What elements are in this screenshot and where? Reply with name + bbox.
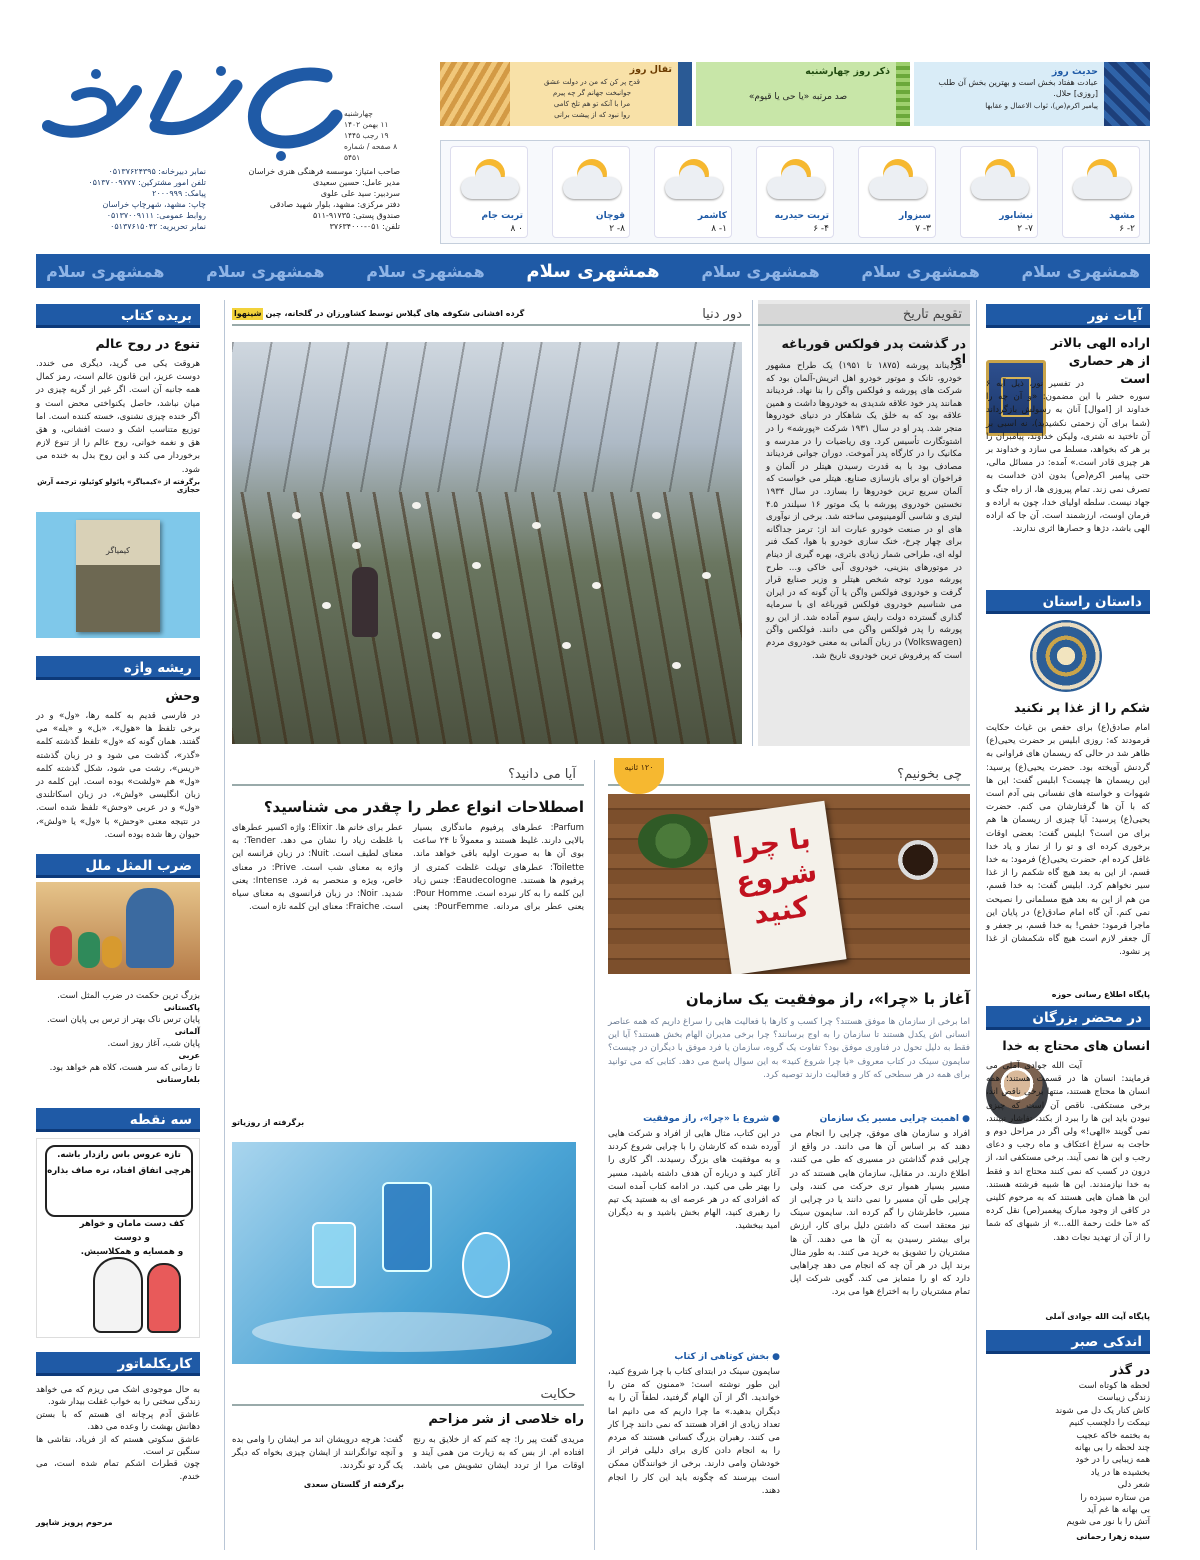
- article-title: اصطلاحات انواع عطر را چقدر می شناسید؟: [263, 798, 584, 816]
- illustration: [36, 882, 200, 980]
- article-body: فردیناند پورشه (۱۸۷۵ تا ۱۹۵۱) یک طراح مشهور خودرو، تانک و موتور خودرو اهل اتریش-آلمان بود که شرکت های پورشه و فولکس واگن را بنا نهاد. فردیناند همانند پدر خود علاقه شدیدی به خودروها داشت و همین علاقه بود که به خلق یک شاهکار در دنیای خودروها منجر شد. پدر او در سال ۱۹۳۱ شرکت «پورشه» را در اشتوتگارت تأسیس کرد. وی ریاضیات را در مدرسه و مکانیک را در کارگاه پدر آموخت. دوران جوانی فردیناند مصادف بود با به قدرت رسیدن هیتلر در آلمان و فراخوان او برای بازسازی صنایع. هیتلر می خواست که آلمان سریع ترین خودروها را بسازد. در سال ۱۹۳۴ نخستین خودروی پورشه با یک موتور ۱۶ سیلندر ۴.۵ لیتری و شاسی آلومینیومی ساخته شد. برخی از نوآوری های او در صنعت خودرو عبارت اند از: ترمز جداگانه برای چهار چرخ، خنک سازی خودرو با هوا، کمک فنر لوله ای، طراحی شمار زیادی باتری، بهره گیری از دینام در موتورهای بنزینی، خودروی آبی خاکی و... طرح پورشه مورد توجه شخص هیتلر و وزیر صنایع قرار گرفت و خودروی فولکس واگن یا آن گونه که در ایران می شناسیم خودروی فولکس قورباغه ای با سرمایه گذاری گسترده دولت رایش سوم آماده شد. از این رو پورشه را پدر فولکس واگن می دانند. فولکس واگن (Volkswagen) در زبان آلمانی به معنی خودروی مردم است که پرفروش ترین خودروی تاریخ شد.: [766, 361, 963, 661]
- ornament-icon: [896, 62, 910, 126]
- weather-card: [450, 146, 528, 238]
- aphorism-source: مرحوم پرویز شاپور: [36, 1518, 113, 1527]
- poem-line: کاش کنار یک دل می شوند: [1055, 1405, 1150, 1416]
- caption-text: گرده افشانی شکوفه های گیلاس توسط کشاورزان در گلخانه، چین: [265, 309, 525, 318]
- zekr-text: صد مرتبه «یا حی یا قیوم»: [748, 92, 848, 102]
- article-title: اراده الهی بالاتر از هر حصاری است: [1050, 335, 1150, 386]
- info-line: سردبیر: سید علی علوی: [320, 189, 400, 198]
- section-header: ریشه واژه: [36, 656, 200, 680]
- weather-card: [1062, 146, 1140, 238]
- weather-temp: ۱- ۸: [711, 224, 727, 234]
- article-title: انسان های محتاج به خدا: [1002, 1038, 1150, 1053]
- poem: [986, 1380, 1150, 1529]
- weather-temp: ۳- ۷: [915, 224, 931, 234]
- weather-card: [552, 146, 630, 238]
- article-source: پایگاه اطلاع رسانی حوزه: [1051, 990, 1150, 999]
- subhead: ● اهمیت چرایی مسیر یک سازمان: [819, 1114, 970, 1124]
- weather-temp: ۸- ۲: [609, 224, 625, 234]
- tafaol-title: تفال روز: [629, 64, 672, 75]
- book-cover: [709, 801, 846, 974]
- perfume-bottle: [462, 1232, 510, 1298]
- perfume-bottle: [312, 1222, 356, 1288]
- weather-city: تربت حیدریه: [774, 211, 829, 221]
- book-photo: [608, 794, 970, 974]
- article-title: آغاز با «چرا»، راز موفقیت یک سازمان: [685, 990, 970, 1008]
- info-line: صندوق پستی: ۹۱۷۳۵-۵۱۱: [313, 211, 400, 220]
- speech-bubble: [45, 1145, 193, 1217]
- hadith-title: حدیث روز: [1051, 66, 1098, 77]
- newspaper-logo: [36, 56, 346, 166]
- banner-item: همشهری سلام: [366, 261, 485, 281]
- section-header: تقویم تاریخ: [758, 304, 970, 326]
- poem-line: روا نبود که از پیشت برانی: [554, 111, 630, 119]
- weather-city: کاشمر: [697, 211, 727, 221]
- perfume-photo: [232, 1142, 576, 1364]
- proverb: پایان ترس ناک بهتر از ترس بی پایان است.: [46, 1015, 200, 1025]
- coffee-cup-icon: [898, 840, 938, 880]
- cloud-icon: [461, 177, 519, 199]
- banner-item: همشهری سلام: [701, 261, 820, 281]
- proverb: بزرگ ترین حکمت در ضرب المثل است.: [57, 991, 200, 1001]
- proverb: تا زمانی که سر هست، کلاه هم خواهد بود.: [49, 1063, 200, 1073]
- article-body: افراد و سازمان های موفق، چرایی را انجام می دهند که بر اساس آن ها می دانند. در واقع از چرایی قدم گذاشتن در مسیری که طی می کنند، اطلاع دارند. در مقابل، سازمان هایی هستند که در مسیر بسیار هموار تری حرکت می کنند، ولی چرایی طی آن مسیر را نمی دانند یا در چرایی از مسیر، خاطرشان را گم کرده اند. سایمون سینک نیز معتقد است که داشتن دلیل برای کار، ارزش برای بیشتر رسیدن به آن ها می دهند. آن ها مشتریان را تشویق به خرید می کنند. به طور مثال برند اپل در هر آن چه که انجام می دهد چراهایی دارد که او را متمایز می کند. گویی شرکت اپل تمام مشتریان را به اختراع هوا می برد.: [790, 1129, 970, 1298]
- weather-card: [756, 146, 834, 238]
- article-title: شکم را از غذا پر نکنید: [1014, 700, 1150, 715]
- article-source: برگرفته از گلستان سعدی: [303, 1480, 404, 1489]
- plant-icon: [638, 814, 708, 868]
- weather-city: سبزوار: [899, 211, 931, 221]
- bubble-line: تازه عروس باس رازدار باشه.: [57, 1150, 181, 1160]
- weather-temp: ۷- ۲: [1017, 224, 1033, 234]
- section-header: ضرب المثل ملل: [36, 854, 200, 878]
- poem-line: لحظه ها کوتاه است: [1078, 1381, 1150, 1391]
- cloud-icon: [869, 177, 927, 199]
- proverb-country: عربی: [178, 1051, 200, 1060]
- section-header: اندکی صبر: [986, 1330, 1150, 1354]
- storyteller-figure: [126, 888, 174, 968]
- info-line: نمابر تحریریه: ۰۵۱۳۷۶۱۵۰۴۲: [110, 222, 206, 231]
- section-header: دور دنیا: [232, 304, 750, 326]
- greenhouse-photo: [232, 342, 742, 744]
- column-divider: [594, 760, 595, 1550]
- book-cover-title: کیمیاگر: [106, 546, 130, 555]
- column-divider: [224, 300, 225, 1550]
- section-header: داستان راستان: [986, 590, 1150, 614]
- poem-line: بخشیده ها در یاد: [1090, 1467, 1150, 1478]
- banner-title: همشهری سلام: [526, 260, 660, 282]
- subhead: ● بخش کوتاهی از کتاب: [674, 1352, 780, 1362]
- weather-temp: ۲- ۶: [1119, 224, 1135, 234]
- cloud-icon: [665, 177, 723, 199]
- poem-line: به بختمه خاکه عجیب: [1076, 1430, 1150, 1441]
- proverb-country: پاکستانی: [163, 1003, 200, 1012]
- subhead-text: اهمیت چرایی مسیر یک سازمان: [819, 1114, 959, 1124]
- date-line: چهارشنبه: [344, 109, 373, 118]
- speech-bubble-tail: [77, 1217, 187, 1259]
- proverb-country: آلمانی: [174, 1027, 200, 1036]
- tafaol-box: [440, 62, 692, 126]
- poem-line: من ستاره سیزده را: [1080, 1492, 1150, 1503]
- poem-line: چند لحظه را بی بهانه: [1074, 1443, 1150, 1454]
- banner-item: همشهری سلام: [206, 261, 325, 281]
- badge-text: ۱۲۰ ثانیه: [624, 763, 654, 772]
- poem-line: شعر دلی: [1117, 1480, 1150, 1491]
- proverb-country: بلغارستانی: [156, 1075, 200, 1084]
- bubble-line: و همسایه و همکلاسیش.: [80, 1247, 184, 1257]
- weather-city: نیشابور: [999, 211, 1033, 221]
- cloud-icon: [767, 177, 825, 199]
- section-header: در محضر بزرگان: [986, 1006, 1150, 1030]
- article-source: برگرفته از «کیمیاگر» پائولو کوئیلو، ترجمه آرش حجازی: [37, 478, 200, 494]
- bubble-line: کف دست مامان و خواهر و دوست: [79, 1219, 185, 1243]
- ornament-icon: [1104, 62, 1150, 126]
- poem-line: قدح پر کن که من در دولت عشق: [543, 78, 640, 86]
- subhead: ● شروع با «چرا»، راز موفقیت: [643, 1114, 780, 1124]
- section-header: آیا می دانید؟: [232, 764, 584, 786]
- cartoon-man-figure: [147, 1263, 181, 1333]
- page-banner: [36, 254, 1150, 288]
- poem-line: مرا با آنکه تو هم تلخ کامی: [553, 100, 631, 108]
- article-title: وحش: [165, 688, 200, 703]
- aphorism: عاشق آدم پرچانه ای هستم که با بستن دهانش بهشت را وعده می دهد.: [36, 1409, 200, 1433]
- article-body: در تفسیر نور، ذیل آیه ۶ سوره حشر با این مضمون: «و آن چه را خداوند از [اموال] آنان به رسولش بازگرداند (شما برای آن زحمتی نکشیدید)، نه اسبی بر آن تاختید نه شتری، ولیکن خداوند، پیامبران را بر هر که بخواهد، مسلط می سازد و خداوند بر هر چیزی قادر است.» آمده: در مسائل مالی، حتی پیامبر اکرم(ص) بدون اذن خداست به تصرف نمی زند. تمام پیروزی ها، از راه جنگ و جهاد نیست. سلطه اولیای خدا، چون به اراده و فرمان اوست، ارزشمند است. آن جا که اراده الهی باشد، دژها و حصارها اثری ندارند.: [986, 379, 1150, 535]
- weather-city: تربت جام: [481, 211, 523, 221]
- weather-card: [654, 146, 732, 238]
- logo-calligraphy-icon: [36, 56, 346, 166]
- publisher-info: [214, 166, 400, 232]
- info-line: تلفن امور مشترکین: ۰۵۱۳۷۰۰۹۷۷۷: [88, 178, 206, 187]
- issue-date: [344, 108, 404, 163]
- banner-item: همشهری سلام: [861, 261, 980, 281]
- poem-source: سیده زهرا رحمانی: [1076, 1532, 1150, 1541]
- aphorism-list: [36, 1384, 200, 1483]
- aphorism: عاشق سکوتی هستم که از فریاد، نقاشی ها سنگین تر است.: [36, 1434, 200, 1458]
- masthead: [0, 0, 1200, 248]
- article-source: برگرفته از روزیاتو: [232, 1118, 305, 1127]
- weather-temp: ۰ ۸: [510, 224, 523, 234]
- article-body: امام صادق(ع) برای حفص بن غیاث حکایت فرمودند که: روزی ابلیس بر حضرت یحیی(ع) ظاهر شد در حالی که ریسمان های فراوانی به گردنش آویخته بود. حضرت یحیی(ع) پرسید: این ریسمان ها چیست؟ ابلیس گفت: این ها شهوات و خواسته های نفسانی بنی آدم است که با آن ها گرفتارشان می کنم. حضرت یحیی(ع) پرسید: آیا چیزی از ریسمان ها هم برای من است؟ ابلیس گفت: بعضی اوقات برخوری کرده ای و تو را از نماز و یاد خدا غافل کرده ام. حضرت یحیی(ع) فرمود: به خدا قسم، از این به بعد هیچ گاه شکمم را از غذا سیر نخواهم کرد. ابلیس گفت: به خدا قسم، من هم از این به بعد هیچ مسلمانی را نصیحت نمی کنم. آن گاه امام صادق(ع) در پایان این ماجرا فرمود: حفص! به خدا قسم، بر جعفر و آل جعفر لازم است هیچ گاه شکمشان از غذا پر نشود.: [986, 723, 1150, 958]
- aphorism: چون قطرات اشکم تمام شده است، می خندم.: [36, 1459, 200, 1482]
- banner-item: همشهری سلام: [1021, 261, 1140, 281]
- book-cover-title: با چرا شروع کنید: [730, 821, 820, 931]
- hadith-text: عبادت هفتاد بخش است و بهترین بخش آن طلب [روزی] حلال.: [938, 78, 1098, 98]
- poem-line: جوانبخت جهانم گر چه پیرم: [552, 89, 632, 97]
- article-body: آیت الله جوادی آملی می فرمایند: انسان ها در قسمت هستند؛ همه انسان ها محتاج هستند، منتها برخی ناقص اند، برخی مستکفی. ناقص آن است که چیزی نبودن باید این ها را ببرد از بکند، تفاشار نبینند، نمی گویند «الهی!» ولی اگر در مراحل دوم و حاجت به سراغ اعتکاف و ماه رجب و دعای رجب و این ها نمی آیند. برخی مستکفی اند، از درون در کسب که نمی کنند محتاج اند و فقط به خدا نیازمندند. این ها شبیه فرشته هستند. این ها همان هایی هستند که به مرحوم کلینی در کافی از وجود مبارک پیغمبر(ص) نقل کرده که «ما خلت رحمة الله...» از شبهای که شما را از آن از تهدید نجات دهد.: [986, 1061, 1150, 1243]
- weather-city: قوچان: [595, 211, 625, 221]
- zekr-box: [696, 62, 910, 126]
- article-title: در گذشت پدر فولکس قورباغه ای: [781, 336, 966, 366]
- cloud-icon: [563, 177, 621, 199]
- ornament-icon: [1030, 620, 1102, 692]
- article-lead: اما برخی از سازمان ها موفق هستند؟ چرا کسب و کارها با فعالیت هایی را سراغ داریم که همه عناصر انسانی اش یکدل هستند تا سازمان را به اوج برسانند؟ چرا برخی مدیران الهام بخش هستند؟ آیا این فقط به دلیل تحول در فناوری موفق بود؟ تفاوت یک گروه، سازمان یا فرد موفق با دیگران در چیست؟ سایمون سینک در کتاب معروف «با چرا شروع کنید» به این سوال پاسخ می دهد. کتابی که می توانید برای همه در هر سطحی که کار و فعالیت دارند توصیه کرد.: [608, 1017, 970, 1080]
- info-line: مدیر عامل: حسین سعیدی: [312, 178, 400, 187]
- proverb-list: [36, 990, 200, 1086]
- poem-title: در گذر: [1110, 1362, 1150, 1377]
- calligraphy-icon: [440, 62, 510, 126]
- caption-tag: شینهوا: [234, 309, 262, 318]
- subhead-text: شروع با «چرا»، راز موفقیت: [643, 1114, 769, 1124]
- cloud-icon: [1073, 177, 1131, 199]
- cartoon-woman-figure: [93, 1257, 143, 1333]
- farmer-figure: [352, 567, 378, 637]
- poem-line: بی بهانه ها غم آید: [1086, 1505, 1150, 1516]
- article-body: مریدی گفت پیر را: چه کنم که از خلایق به رنج افتاده ام. از بس که به زیارت من همی آیند و اوقات مرا از تردد ایشان تشویش می باشد. گفت: هرچه درویشان اند مر ایشان را وامی بده و آنچه توانگرانند از ایشان چیزی بخواه که دیگر یک گرد تو نگردند.: [232, 1435, 584, 1472]
- info-line: چاپ: مشهد، شهرچاپ خراسان: [102, 200, 206, 209]
- info-line: تلفن: ۰۵۱-۳۷۶۳۴۰۰۰: [329, 222, 400, 231]
- perfume-bottle: [382, 1182, 432, 1272]
- weather-temp: ۴- ۶: [813, 224, 829, 234]
- info-line: نمابر دبیرخانه: ۰۵۱۳۷۶۲۴۳۹۵: [108, 167, 206, 176]
- photo-caption: [232, 308, 592, 320]
- info-line: دفتر مرکزی: مشهد، بلوار شهید صادقی: [269, 200, 400, 209]
- subhead-text: بخش کوتاهی از کتاب: [674, 1352, 769, 1362]
- proverb: پایان شب، آغاز روز است.: [107, 1039, 200, 1049]
- info-line: صاحب امتیاز: موسسه فرهنگی هنری خراسان: [248, 167, 400, 176]
- cartoon: [36, 1138, 200, 1338]
- banner-item: همشهری سلام: [46, 261, 165, 281]
- bubble-line: هرچی اتفاق افتاد، تره صاف بذاره: [47, 1166, 191, 1176]
- column-divider: [976, 300, 977, 1550]
- poem-line: آتش را با نور می شویم: [1066, 1517, 1150, 1528]
- poem-line: زندگی زیباست: [1097, 1393, 1150, 1404]
- article-title: راه خلاصی از شر مزاحم: [428, 1412, 584, 1427]
- weather-card: [960, 146, 1038, 238]
- date-line: ۱۱ بهمن ۱۴۰۲: [344, 120, 389, 129]
- article-body: در این کتاب، مثال هایی از افراد و شرکت هایی آورده شده که کارشان را با چرایی شروع کردند و به موفقیت های بزرگ رسیدند. اگر کاری را آغاز کنید و درباره آن هدف داشته باشید، مسیر را بهتر طی می کنید. در ادامه کتاب آمده است که افرادی که در هر عرصه ای به هستید یک تیم را رهبری کنید، الهام بخش باشید و به دیگران امید ببخشید.: [608, 1129, 780, 1232]
- greenhouse-frame: [232, 342, 742, 492]
- section-header: سه نقطه: [36, 1108, 200, 1132]
- article-body: در فارسی قدیم به کلمه رها، «ول» و در برخی تلفظ ها «هول»، «بل» و «یله» می گفتند. همان گونه که «ول» تلفظ گذشته کلمه «گذر»، گذشت می شود و در زبان گذشته «ریس»، رشت می شود، شکل گذشته کلمه «ول» هم «ولشت» بوده است. این کلمه در زبان انگلیسی «ولش»، در زبان اسکاتلندی «ول» و در عربی «وحش» تلفظ شده است. در نتیجه معنی «وحش» با «ول» یا «ولش»، حیوان رها شده بوده است.: [36, 711, 200, 840]
- poem-line: نیمکت را دلچسب کنیم: [1069, 1418, 1150, 1429]
- hadith-source: پیامبر اکرم(ص)، ثواب الاعمال و عقابها: [985, 102, 1098, 110]
- cloud-icon: [971, 177, 1029, 199]
- section-header: آیات نور: [986, 304, 1150, 328]
- info-line: روابط عمومی: ۰۵۱۳۷۰۰۹۱۱۱: [106, 211, 206, 220]
- book-cover-photo: [36, 512, 200, 638]
- contact-info: [36, 166, 206, 232]
- ornament-icon: [678, 62, 692, 126]
- column-divider: [752, 300, 753, 746]
- info-line: پیامک: ۲۰۰۰۹۹۹: [152, 189, 206, 198]
- section-header: حکایت: [232, 1384, 584, 1406]
- article-source: پایگاه آیت الله جوادی آملی: [1045, 1312, 1150, 1321]
- weather-card: [858, 146, 936, 238]
- article-body: سایمون سینک در ابتدای کتاب با چرا شروع کنید، این طور نوشته است: «ممنون که متن را خواندید. اگر از آن الهام گرفتید، لطفاً آن را به دیگران بدهید.» ما چرا داریم که می دانیم اما تعداد زیادی از افراد هستند که نمی دانند چرا کار می کنند. رهبران بزرگ کسانی هستند که مردم را به انجام دادن کاری برای دلیلی فراتر از خودشان وامی دارند. برخی از خوانندگان ممکن است بپرسند که چگونه باید این کار را انجام دهند.: [608, 1367, 780, 1496]
- section-header: کاریکلماتور: [36, 1352, 200, 1376]
- aphorism: به حال موجودی اشک می ریزم که می خواهد زندگی سختی را به خواب غفلت بیدار شود.: [36, 1385, 200, 1408]
- article-body: Parfum: عطرهای پرفیوم ماندگاری بسیار بالایی دارند. غلیظ هستند و معمولاً تا ۲۴ ساعت بوی آن ها به صورت اولیه باقی خواهد ماند. Toilette: عطرهای تویلت غلظت کمتری از پرفیوم ها هستند. Eaudecologne: جنس زیاد این کلمه را به کار نبرده است. Pour Homme: یعنی عطر برای مردانه. PourFemme: یعنی عطر برای خانم ها. Elixir: واژه اکسیر عطرهای با غلظت زیاد را نشان می دهد. Tender: به معنای لطیف است. Nuit: در زبان فرانسه این واژه به معنای شب است. Prive: در معنای خاص، ویژه و منحصر به فرد. Intense: یعنی شدید. Noir: در زبان فرانسوی به معنای سیاه است. Fraiche: معنای این کلمه تازه است.: [232, 823, 584, 913]
- poem-line: همه زیبایی را در خود: [1075, 1455, 1150, 1466]
- article-title: تنوع در روح عالم: [95, 336, 200, 351]
- article-body: هروقت یکی می گرید، دیگری می خندد. دوست عزیز، این قانون عالم است، رمز کمال همه جانبه آن است. اگر غیر از گریه چیزی در میان نباشد، حاصل یکنواختی محض است و اگر خنده چیزی نشنوی، خسته کننده است. اما توزیع متناسب اشک و دست افشانی، و هق هق و نغمه خوانی، روح عالم را از تنوع لازم برخوردار می کند و این روح بدل به خنده می شود.: [36, 359, 200, 475]
- hadith-box: [914, 62, 1150, 126]
- section-header: چی بخونیم؟: [608, 764, 970, 786]
- weather-city: مشهد: [1109, 211, 1135, 221]
- date-line: ۸ صفحه / شماره ۵۴۵۱: [344, 142, 398, 162]
- zekr-title: ذکر روز چهارشنبه: [805, 66, 890, 77]
- date-line: ۱۹ رجب ۱۴۴۵: [344, 131, 389, 140]
- section-header: بریده کتاب: [36, 304, 200, 328]
- time-badge: [614, 758, 664, 794]
